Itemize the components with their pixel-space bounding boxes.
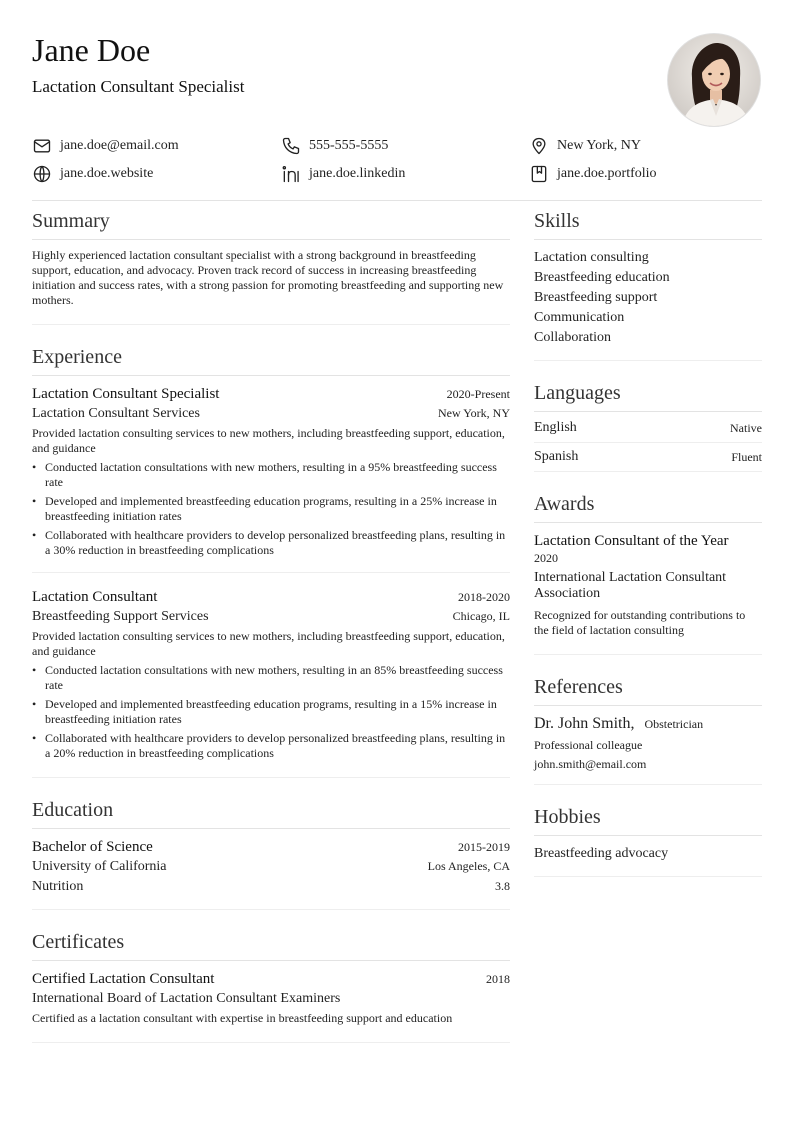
contact-location — [529, 135, 641, 157]
map-pin-icon — [529, 136, 549, 156]
skill-item: Lactation consulting — [534, 250, 649, 265]
degree: Bachelor of Science — [32, 839, 153, 855]
award-description: Recognized for outstanding contributions to the field of lactation consulting — [534, 608, 746, 637]
award-title: Lactation Consultant of the Year — [534, 533, 729, 549]
contact-location-text: New York, NY — [557, 138, 642, 153]
summary-section — [32, 205, 510, 325]
contact-email-text: jane.doe@email.com — [60, 138, 179, 153]
job-location: New York, NY — [437, 406, 510, 420]
achievement-item: • Conducted lactation consultations with new mothers, resulting in an 85% breastfeeding success rate — [45, 663, 510, 693]
references-heading: References — [534, 671, 762, 706]
gpa: 3.8 — [495, 879, 510, 893]
awards-section — [534, 488, 762, 655]
job-company: Breastfeeding Support Services — [32, 609, 209, 624]
skill-item: Collaboration — [534, 330, 611, 345]
job-dates: 2018-2020 — [458, 590, 510, 604]
experience-item — [32, 587, 510, 761]
summary-heading: Summary — [32, 205, 510, 240]
main-column — [32, 205, 510, 1059]
job-dates: 2020-Present — [446, 387, 510, 401]
achievement-item: • Conducted lactation consultations with new mothers, resulting in a 95% breastfeeding success rate — [45, 460, 510, 490]
language-level: Native — [730, 420, 762, 435]
globe-icon — [32, 164, 52, 184]
candidate-name: Jane Doe — [32, 32, 151, 68]
job-company: Lactation Consultant Services — [32, 406, 200, 421]
contact-phone[interactable] — [281, 135, 388, 157]
field-of-study: Nutrition — [32, 879, 84, 894]
awards-heading: Awards — [534, 488, 762, 523]
skill-item: Breastfeeding support — [534, 290, 658, 305]
certificate-name: Certified Lactation Consultant — [32, 971, 215, 987]
reference-relation: Professional colleague — [534, 738, 643, 752]
skill-item: Communication — [534, 310, 625, 325]
skills-section — [534, 205, 762, 361]
experience-section — [32, 341, 510, 778]
profile-portrait-icon — [668, 34, 761, 127]
contact-portfolio-text: jane.doe.portfolio — [557, 166, 657, 181]
certificate-description: Certified as a lactation consultant with expertise in breastfeeding support and education — [32, 1011, 453, 1025]
experience-heading: Experience — [32, 341, 510, 376]
job-achievements — [32, 460, 510, 558]
achievement-item: • Collaborated with healthcare providers to develop personalized breastfeeding plans, resulting in a 20% reduction in breastfeeding complications — [45, 731, 510, 761]
summary-text: Highly experienced lactation consultant specialist with a strong background in breastfeeding support, education, and advocacy. Proven track record of success in increasing breastfeeding initiation and success rates, with a strong passion for promoting breastfeeding and supporting new mothers. — [32, 248, 504, 307]
language-level: Fluent — [731, 449, 762, 464]
side-column — [534, 205, 762, 893]
bookmark-icon — [529, 164, 549, 184]
job-description: Provided lactation consulting services to new mothers, including breastfeeding support, education, and guidance — [32, 426, 505, 455]
linkedin-icon — [281, 164, 301, 184]
contact-website[interactable] — [32, 163, 153, 185]
contact-website-text: jane.doe.website — [60, 166, 154, 181]
job-title: Lactation Consultant Specialist — [32, 386, 220, 402]
contact-phone-text: 555-555-5555 — [309, 138, 389, 153]
hobbies-heading: Hobbies — [534, 801, 762, 836]
certificates-section — [32, 926, 510, 1043]
education-heading: Education — [32, 794, 510, 829]
profile-photo — [667, 33, 761, 127]
reference-email[interactable]: john.smith@email.com — [534, 757, 647, 771]
contact-linkedin-text: jane.doe.linkedin — [309, 166, 406, 181]
skill-item: Breastfeeding education — [534, 270, 670, 285]
languages-heading: Languages — [534, 377, 762, 412]
education-dates: 2015-2019 — [458, 840, 510, 854]
resume-page — [32, 0, 762, 1025]
achievement-item: • Collaborated with healthcare providers to develop personalized breastfeeding plans, resulting in a 30% reduction in breastfeeding complications — [45, 528, 510, 558]
phone-icon — [281, 136, 301, 156]
resume-header — [32, 0, 762, 130]
reference-role: Obstetrician — [644, 717, 704, 731]
hobbies-section — [534, 801, 762, 877]
contact-portfolio[interactable] — [529, 163, 657, 185]
contact-linkedin[interactable] — [281, 163, 405, 185]
languages-section — [534, 377, 762, 472]
reference-name: Dr. John Smith, — [534, 715, 635, 732]
job-achievements — [32, 663, 510, 761]
skills-heading: Skills — [534, 205, 762, 240]
contact-email[interactable] — [32, 135, 179, 157]
achievement-item: • Developed and implemented breastfeeding education programs, resulting in a 15% increase in breastfeeding initiation rates — [45, 697, 510, 727]
award-organization: International Lactation Consultant Association — [534, 570, 727, 601]
hobby-item: Breastfeeding advocacy — [534, 846, 669, 861]
mail-icon — [32, 136, 52, 156]
award-year: 2020 — [534, 551, 558, 565]
education-section — [32, 794, 510, 910]
certificates-heading: Certificates — [32, 926, 510, 961]
contact-info — [32, 134, 762, 190]
header-divider — [32, 200, 762, 201]
school: University of California — [32, 859, 167, 874]
job-title: Lactation Consultant — [32, 589, 158, 605]
language-name: Spanish — [534, 449, 579, 464]
school-location: Los Angeles, CA — [427, 859, 510, 873]
language-name: English — [534, 420, 577, 435]
job-description: Provided lactation consulting services to new mothers, including breastfeeding support, education, and guidance — [32, 629, 505, 658]
certificate-year: 2018 — [486, 972, 510, 986]
language-row — [534, 443, 762, 471]
experience-item — [32, 384, 510, 573]
job-location: Chicago, IL — [452, 609, 510, 623]
references-section — [534, 671, 762, 785]
certificate-issuer: International Board of Lactation Consultant Examiners — [32, 991, 341, 1006]
language-row — [534, 414, 762, 443]
achievement-item: • Developed and implemented breastfeeding education programs, resulting in a 25% increase in breastfeeding initiation rates — [45, 494, 510, 524]
candidate-title: Lactation Consultant Specialist — [32, 77, 245, 96]
